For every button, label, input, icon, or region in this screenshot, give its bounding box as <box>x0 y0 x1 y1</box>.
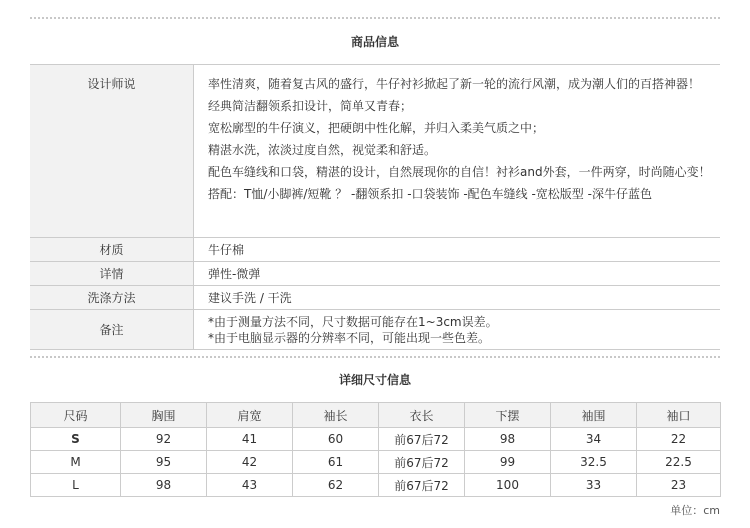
designer-lines <box>208 65 720 205</box>
designer-line: 搭配：T恤/小脚裤/短靴 ？ -翻领系扣 -口袋装饰 -配色车缝线 -宽松版型 -深牛仔蓝色 <box>208 187 652 201</box>
cuff-cell: 22.5 <box>637 451 721 474</box>
shoulder-cell: 43 <box>207 474 293 497</box>
shoulder-cell: 41 <box>207 428 293 451</box>
detail-label: 详情 <box>30 262 194 286</box>
header-sleeve-length: 袖长 <box>293 403 379 428</box>
detail-value: 弹性-微弹 <box>194 262 721 286</box>
header-cuff: 袖口 <box>637 403 721 428</box>
unit-note: 单位：cm <box>670 504 720 517</box>
product-info-table <box>30 64 720 350</box>
header-hem: 下摆 <box>465 403 551 428</box>
size-row-s <box>31 428 721 451</box>
designer-line: 经典简洁翻领系扣设计，简单又青春； <box>208 99 413 113</box>
header-sleeve-width: 袖围 <box>551 403 637 428</box>
wash-label: 洗涤方法 <box>30 286 194 310</box>
designer-label: 设计师说 <box>87 77 136 91</box>
designer-line: 配色车缝线和口袋，精湛的设计，自然展现你的自信！衬衫and外套，一件两穿，时尚随心变！ <box>208 165 711 179</box>
sleeve-width-cell: 34 <box>551 428 637 451</box>
size-info-title: 详细尺寸信息 <box>338 373 411 387</box>
wash-row <box>30 286 720 310</box>
detail-row <box>30 262 720 286</box>
cuff-cell: 23 <box>637 474 721 497</box>
size-table <box>30 402 721 497</box>
product-info-title: 商品信息 <box>350 35 399 49</box>
length-cell: 前67后72 <box>379 474 465 497</box>
designer-line: 精湛水洗，浓淡过度自然，视觉柔和舒适。 <box>208 143 437 157</box>
material-label: 材质 <box>30 238 194 262</box>
top-divider <box>30 17 720 19</box>
note-label: 备注 <box>30 310 194 350</box>
sleeve-length-cell: 62 <box>293 474 379 497</box>
note-line: *由于测量方法不同，尺寸数据可能存在1~3cm误差。 <box>208 314 498 329</box>
shoulder-cell: 42 <box>207 451 293 474</box>
designer-line: 率性清爽，随着复古风的盛行，牛仔衬衫掀起了新一轮的流行风潮，成为潮人们的百搭神器！ <box>208 77 701 91</box>
length-cell: 前67后72 <box>379 428 465 451</box>
chest-cell: 92 <box>121 428 207 451</box>
header-size: 尺码 <box>31 403 121 428</box>
sleeve-length-cell: 60 <box>293 428 379 451</box>
size-cell: S <box>31 428 121 451</box>
size-cell: M <box>31 451 121 474</box>
designer-label-cell <box>30 65 194 238</box>
size-row-m <box>31 451 721 474</box>
chest-cell: 95 <box>121 451 207 474</box>
header-length: 衣长 <box>379 403 465 428</box>
hem-cell: 98 <box>465 428 551 451</box>
material-value: 牛仔棉 <box>194 238 721 262</box>
material-row <box>30 238 720 262</box>
note-row <box>30 310 720 350</box>
note-cell <box>194 310 721 350</box>
hem-cell: 99 <box>465 451 551 474</box>
designer-line: 宽松廓型的牛仔演义，把硬朗中性化解，并归入柔美气质之中； <box>208 121 545 135</box>
hem-cell: 100 <box>465 474 551 497</box>
header-chest: 胸围 <box>121 403 207 428</box>
header-shoulder: 肩宽 <box>207 403 293 428</box>
chest-cell: 98 <box>121 474 207 497</box>
middle-divider <box>30 356 720 358</box>
wash-value: 建议手洗 / 干洗 <box>194 286 721 310</box>
sleeve-width-cell: 32.5 <box>551 451 637 474</box>
note-line: *由于电脑显示器的分辨率不同，可能出现一些色差。 <box>208 330 491 345</box>
designer-text-cell <box>194 65 721 238</box>
sleeve-length-cell: 61 <box>293 451 379 474</box>
length-cell: 前67后72 <box>379 451 465 474</box>
cuff-cell: 22 <box>637 428 721 451</box>
size-row-l <box>31 474 721 497</box>
size-header-row <box>31 403 721 428</box>
size-cell: L <box>31 474 121 497</box>
sleeve-width-cell: 33 <box>551 474 637 497</box>
designer-row <box>30 65 720 238</box>
